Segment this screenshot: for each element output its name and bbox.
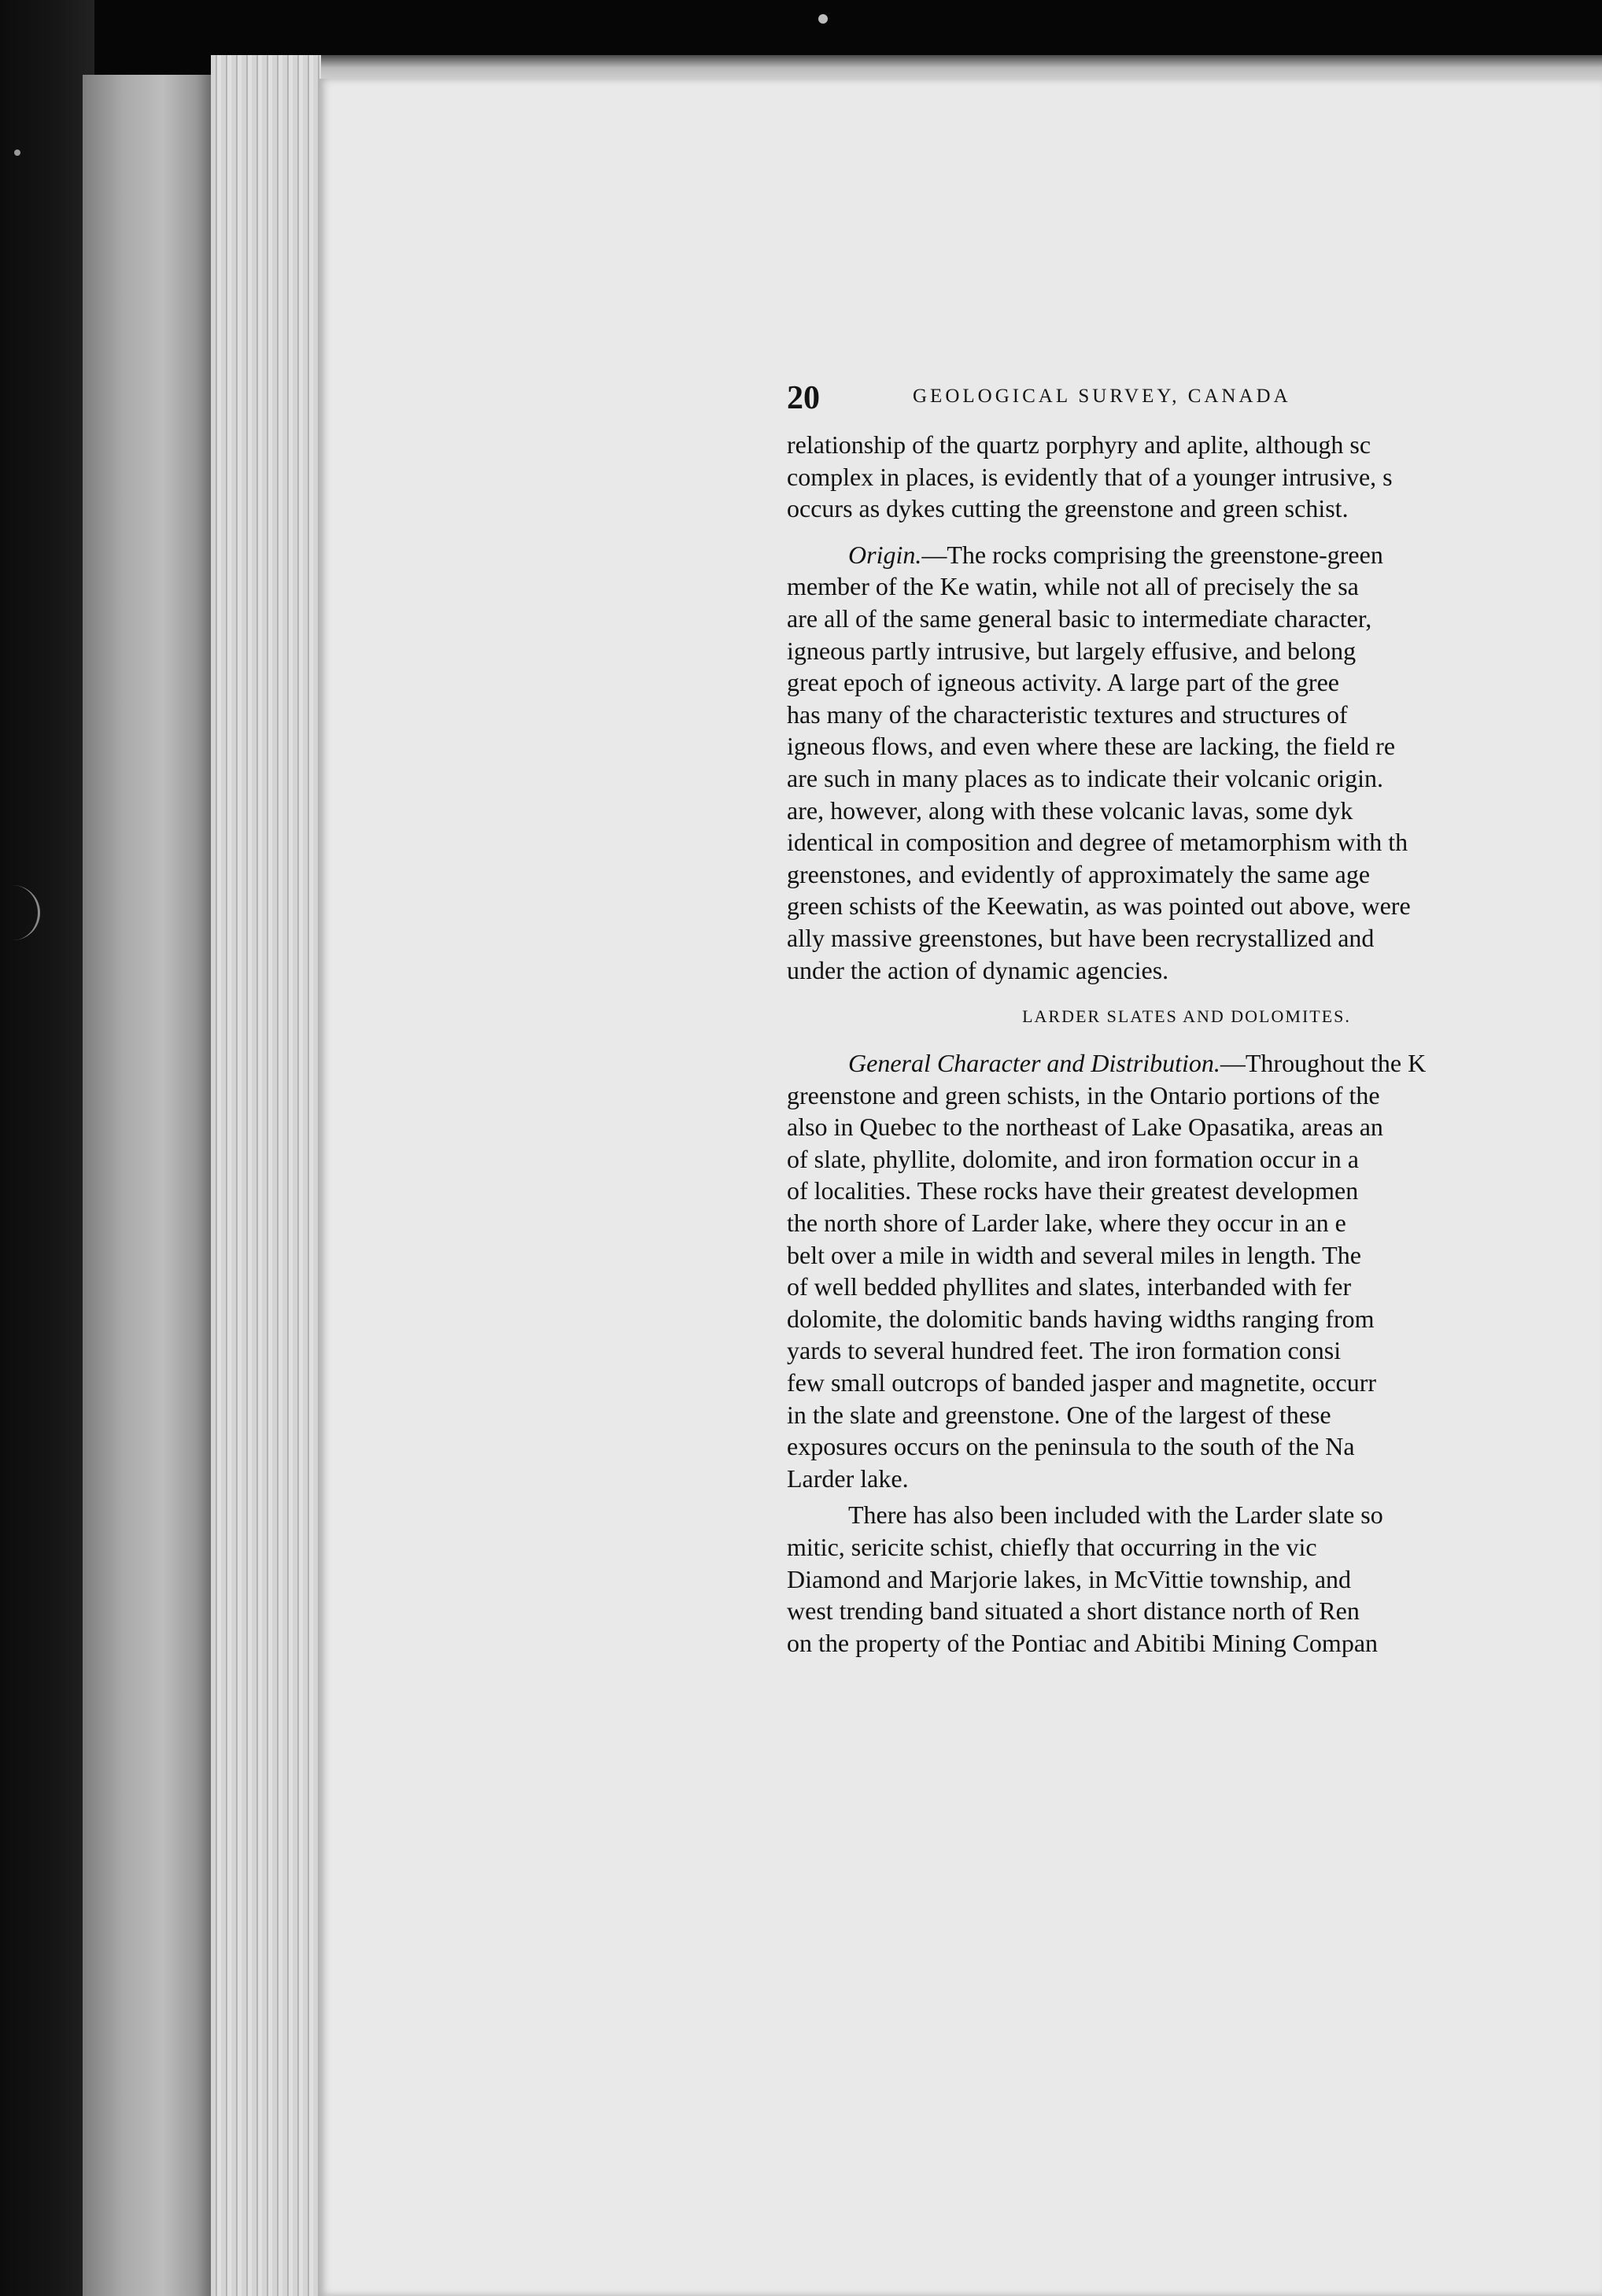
- dust-speck: [818, 14, 828, 24]
- text-line: on the property of the Pontiac and Abitibi Mining Compan: [787, 1628, 1379, 1657]
- text-line: west trending band situated a short distance north of Ren: [787, 1596, 1360, 1626]
- text-line: mitic, sericite schist, chiefly that occurring in the vic: [787, 1533, 1317, 1561]
- page-number: 20: [787, 380, 820, 416]
- text-line: of slate, phyllite, dolomite, and iron formation occur in a: [787, 1144, 1359, 1173]
- text-line: Diamond and Marjorie lakes, in McVittie township, and: [787, 1564, 1352, 1593]
- text-line: greenstone and green schists, in the Ontario portions of the: [787, 1080, 1380, 1109]
- text-line: igneous partly intrusive, but largely effusive, and belong: [787, 636, 1357, 665]
- text-line: greenstones, and evidently of approximately the same age: [787, 859, 1371, 888]
- text-line: Larder lake.: [787, 1464, 909, 1493]
- text-line: identical in composition and degree of metamorphism with th: [787, 828, 1408, 857]
- text-line: green schists of the Keewatin, as was pointed out above, were: [787, 891, 1411, 921]
- book-binding-edge: [83, 75, 216, 2296]
- paragraph-lead: General Character and Distribution.: [848, 1049, 1220, 1078]
- text-line: dolomite, the dolomitic bands having widths ranging from: [787, 1304, 1375, 1333]
- paragraph-general-character: [787, 1047, 1602, 1494]
- text-line: are such in many places as to indicate their volcanic origin.: [787, 763, 1383, 792]
- text-line: in the slate and greenstone. One of the largest of these: [787, 1400, 1331, 1429]
- text-line: are all of the same general basic to intermediate character,: [787, 604, 1372, 633]
- text-line: yards to several hundred feet. The iron formation consi: [787, 1336, 1342, 1365]
- text-line: great epoch of igneous activity. A large part of the gree: [787, 668, 1339, 697]
- text-line: are, however, along with these volcanic lavas, some dyk: [787, 795, 1353, 825]
- text-line: belt over a mile in width and several miles in length. The: [787, 1240, 1361, 1269]
- text-line: ally massive greenstones, but have been recrystallized and: [787, 923, 1375, 952]
- text-line: occurs as dykes cutting the greenstone and green schist.: [787, 494, 1349, 523]
- text-line: of localities. These rocks have their greatest developmen: [787, 1176, 1359, 1205]
- page-stack-edges: [211, 55, 321, 2296]
- text-line: exposures occurs on the peninsula to the south of the Na: [787, 1432, 1355, 1461]
- text-line: There has also been included with the Larder slate so: [848, 1501, 1383, 1530]
- dust-speck: [14, 149, 20, 156]
- text-line: igneous flows, and even where these are lacking, the field re: [787, 732, 1396, 761]
- paragraph-origin: [787, 539, 1602, 986]
- text-line: has many of the characteristic textures and structures of: [787, 700, 1348, 729]
- text-line: [787, 1047, 1602, 1080]
- text-span: —The rocks comprising the greenstone-green: [921, 540, 1383, 569]
- paragraph-1: [787, 429, 1602, 525]
- text-line: member of the Ke watin, while not all of precisely the sa: [787, 572, 1359, 601]
- text-line: [787, 539, 1602, 571]
- text-line: the north shore of Larder lake, where they occur in an e: [787, 1209, 1346, 1238]
- running-header-title: GEOLOGICAL SURVEY, CANADA: [913, 386, 1291, 407]
- text-line: also in Quebec to the northeast of Lake Opasatika, areas an: [787, 1113, 1383, 1142]
- text-line: under the action of dynamic agencies.: [787, 955, 1169, 984]
- text-line: complex in places, is evidently that of a younger intrusive, s: [787, 462, 1393, 491]
- body-text: [787, 429, 1602, 2003]
- paragraph-lead: Origin.: [848, 540, 922, 569]
- text-line: of well bedded phyllites and slates, interbanded with fer: [787, 1272, 1352, 1301]
- paragraph-larder-slate: [787, 1499, 1602, 1659]
- text-span: —Throughout the K: [1220, 1049, 1427, 1078]
- text-line: relationship of the quartz porphyry and aplite, although sc: [787, 430, 1371, 459]
- section-heading: LARDER SLATES AND DOLOMITES.: [1022, 1006, 1351, 1027]
- text-line: few small outcrops of banded jasper and magnetite, occurr: [787, 1368, 1377, 1397]
- film-margin: [0, 0, 94, 2296]
